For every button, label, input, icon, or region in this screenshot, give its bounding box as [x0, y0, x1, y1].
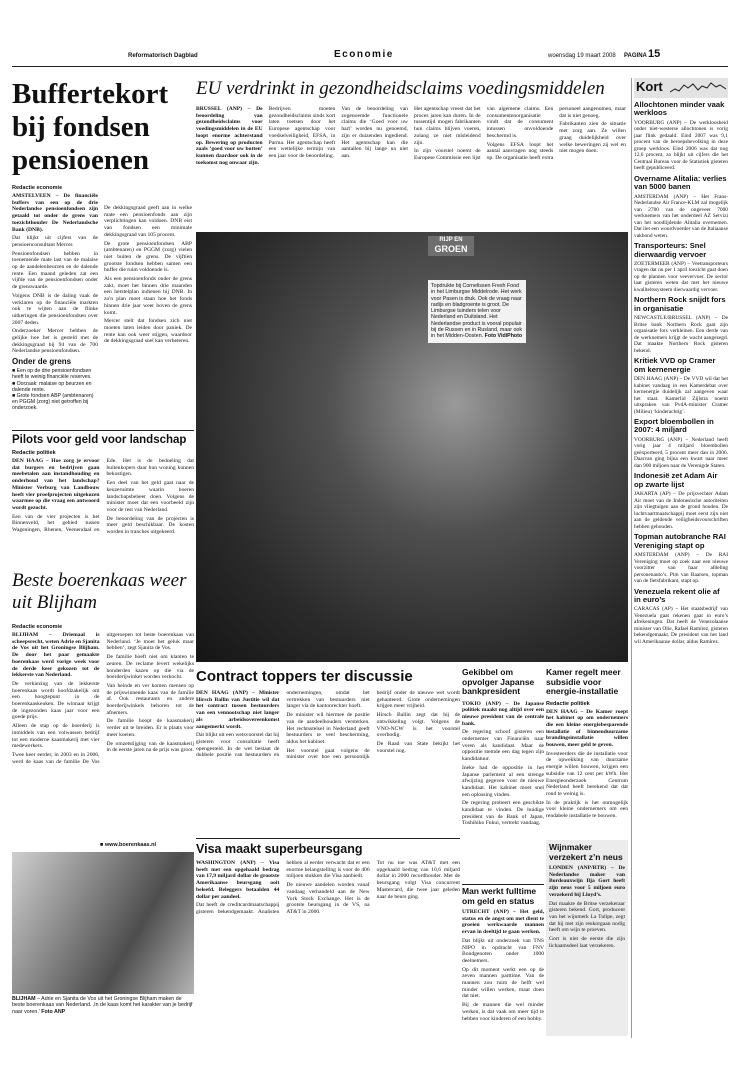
kort-item-text: ZOETERMEER (ANP) – Veetransporteurs vragen dat nu per 1 april toezicht gaat doen op de plannen voor veevervoer. De sector laat gisteren weten dat met het nieuwe kwaliteitssysteem dierwaardig vervoer.	[634, 260, 728, 293]
article-paragraph: Dat blijkt uit een wetsvoorstel dat hij gisteren voor consultatie heeft opengesteld. In de wet bestaat de dubbele positie van bestuurders en ondernemingen, omdat het vertrekken van bestuurders niet langer via de kantonrechter hoeft.	[196, 690, 370, 759]
article-headline: Buffertekort bij fondsen pensioenen	[12, 78, 169, 176]
article-byline: Redactie economie	[12, 185, 63, 191]
article-paragraph: Het agentschap vreest dat het proces jaren kan duren. In de tussentijd mogen fabrikanten hun claims blijven voeren, zolang ze niet misleidend zijn.	[413, 106, 481, 146]
article-headline: Beste boerenkaas weer uit Blijham	[12, 570, 187, 613]
article-paragraph: Tot nu toe was AT&T met een opgehaald bedrag van 10,6 miljard dollar in 2000 recordhouder. Met de beursgang volgt Visa concurrent Mastercard, die twee jaar geleden naar de beurs ging.	[376, 860, 460, 900]
article-headline: EU verdrinkt in gezondheidsclaims voedingsmiddelen	[196, 78, 605, 99]
article-byline: Redactie politiek	[12, 450, 56, 456]
article-paragraph: De minister wil hiermee de positie van de aandeelhouders versterken. Het rechtsstelsel in Nederland geeft bestuurders te veel bescherming, aldus het kabinet.	[286, 712, 370, 745]
column-divider	[631, 78, 632, 1038]
article-buffertekort-col2	[104, 205, 192, 417]
article-paragraph: Van heinde en ver komen mensen op de prijswinnende kaas van de familie af. Ook restaurants en andere boerderijwinkels behoren tot de afnemers.	[106, 682, 194, 716]
kort-item-title: Topman autobranche RAI Vereniging stapt op	[634, 532, 726, 550]
photo-credit: Foto ANP	[41, 1008, 66, 1015]
sidebar-title: Onder de grens	[12, 357, 72, 367]
article-paragraph: De dekkingsgraad geeft aan in welke mate een pensioenfonds aan zijn verplichtingen kan voldoen. DNB eist van fondsen een minimale dekkingsgraad van 105 procent.	[104, 205, 192, 238]
page-number: 15	[648, 48, 661, 60]
sidebar-item: ■ Oorzaak: malaise op beurzen en dalende rente.	[12, 380, 92, 393]
section-rule	[462, 884, 544, 885]
kort-header	[634, 78, 728, 98]
article-fulltime	[462, 884, 544, 1038]
article-paragraph: Het voorstel gaat volgens de minister over hoe een persoonlijk bedrijf onder de nieuwe wet wordt gehanteerd. Grote ondernemingen krijgen meer vrijheid.	[286, 690, 460, 761]
article-paragraph: Op dit moment werkt een op de zeven mannen parttime. Van de mannen zou ruim de helft wel minder willen werken, maar doen dat niet.	[462, 966, 544, 1000]
article-paragraph: Volgens DNB is de daling vaak de verklaren op de financiële markten ook te wijten aan de flinke uitkeringen die pensioenfondsen over 2007 deden.	[12, 292, 98, 326]
kort-item-title: Overname Alitalia: verlies van 5000 banen	[634, 173, 727, 192]
sidebar-item: ■ Een op de drie pensioenfondsen heeft te weinig financiële reserves.	[12, 368, 92, 381]
page-header	[12, 48, 728, 66]
article-paragraph: Dat blijkt uit cijfers van de pensioenconsultant Mercer.	[12, 235, 98, 248]
article-intro: WASHINGTON (ANP) – Visa heeft met een opgehaald bedrag van 17,9 miljard dollar de grootste Amerikaanse beursgang ooit beleefd. Beleggers betaalden 44 dollar per aandeel.	[196, 860, 280, 900]
kort-item-title: Kritiek VVD op Cramer om kernenergie	[634, 356, 716, 374]
article-paragraph: De familie hoopt de kaasmakerij verder uit te breiden. Er is plaats voor meer koeien.	[106, 718, 194, 738]
article-paragraph: Dat heeft de creditcardmaatschappij gisteren bekendgemaakt. Analisten hebben al eerder verwacht dat er een enorme belangstelling is voor de 406 miljoen stukken die Visa aanbiedt.	[196, 860, 370, 915]
sidebar-box	[12, 357, 98, 411]
article-headline: Wijnmaker verzekert z’n neus	[549, 842, 623, 862]
article-paragraph: In de praktijk is het onmogelijk voor kleine ondernemers om een rendabele installatie te bouwen.	[546, 799, 628, 820]
article-paragraph: Volgens EFSA loopt het aantal aanvragen nog steeds op. De organisatie heeft extra personeel aangenomen, maar dat is niet genoeg.	[486, 106, 626, 161]
kort-item-title: Export bloembollen in 2007: 4 miljard	[634, 417, 714, 435]
article-paragraph: De verkiezing van de lekkerste boerenkaas wordt hoofdzakelijk om een hoogtepunt in de boerenkaaskeuken. De winnaar krijgt de ingezonden kaas jaar voor een goede prijs.	[12, 680, 100, 721]
kort-item-title: Indonesië zet Adam Air op zwarte lijst	[634, 471, 718, 489]
article-eu	[196, 78, 626, 230]
article-visa	[196, 838, 460, 1038]
article-headline: Gekibbel om opvolger Japanse bankpresident	[462, 668, 535, 696]
article-paragraph: Een van de vier projecten is het Binnenveld, het gebied tussen Wageningen, Rhenen, Veenendaal en Ede. Het is de bedoeling dat buitenkopers daar hun woning kunnen bekostigen.	[12, 458, 194, 534]
article-paragraph: Mercer stelt dat fondsen zich niet moeten laten leiden door paniek. De rente kan ook weer stijgen, waardoor de dekkingsgraad snel kan verbeteren.	[104, 318, 192, 345]
article-paragraph: Alleen de stap op de boerderij is inmiddels van een volwassen bedrijf tot een moderne kaasmakerij met vier medewerkers.	[12, 723, 100, 750]
article-paragraph: De regering schoof gisteren een ondernemer van Financiën naar voren als kandidaat. Maar de oppositie stemde een dag tegen zijn kandidatuur.	[462, 729, 544, 763]
article-intro: DEN HAAG (ANP) – Minister Hirsch Ballin van Justitie wil dat het contract tussen bestuurders van een vennootschap niet langer als arbeidsovereenkomst aangemerkt wordt.	[196, 690, 280, 730]
web-link[interactable]: ■ www.boerenkaas.nl	[100, 842, 157, 848]
article-byline: Redactie economie	[12, 624, 63, 630]
article-headline: Contract toppers ter discussie	[196, 668, 413, 685]
stock-graph-icon	[670, 80, 726, 96]
sidebar-item: ■ Grote fondsen ABP (ambtenaren) en PGGM (zorg) niet getroffen bij onderzoek.	[12, 392, 94, 412]
article-paragraph: De omzetstijging van de kaasmakerij in de eerste jaren na de prijs was groot.	[106, 740, 194, 754]
kort-item-text: NEWCASTLE/BRUSSEL (ANP) – De Britse bank Northern Rock gaat zijn organisatie fors verkleinen. Een derde van de werknemers krijgt de wacht aangezegd. Dat maakte Northern Rock gisteren bekend.	[634, 315, 728, 354]
kort-item-text: AMSTERDAM (ANP) – Het Frans-Nederlandse Air France-KLM zal mogelijk van 2700 van de ongeveer 7000 werknemers van het onderdeel AZ Servizi van het noodlijdende Alitalia overnemen. Dat liet een woordvoerder van de Italiaanse vakbond weten.	[634, 193, 728, 239]
cheese-caption: BLIJHAM – Adrie en Sjanita de Vos uit het Groningse Blijham maken de beste boerenkaas van Nederland. ‚In de kaas komt het karakter van je bedrijf naar voren.’ Foto ANP	[12, 996, 193, 1015]
article-headline: Man werkt fulltime om geld en status	[462, 886, 537, 906]
article-kamer	[546, 668, 628, 838]
article-paragraph: Hirsch Ballin zegt dat hij de ontwikkeling volgt. Volgens de VNO-NCW is het voorstel overbodig.	[376, 712, 460, 739]
article-intro: AMSTELVEEN – De financiële buffers van een op de drie Nederlandse pensioenfondsen zijn getaald tot onder de grens van toezichthouder De Nederlandsche Bank (DNB).	[12, 193, 98, 233]
kort-item-text: DEN HAAG (ANP) – De VVD wil dat het kabinet vandaag in een Kamerdebat over kernenergie duidelijk zal aangeven waar het staat. Kamerlid Zijlstra noemt uitspraken van PvdA-minister Cramer (Milieu) ‘kinderachtig’.	[634, 376, 728, 415]
newspaper-name: Reformatorisch Dagblad	[128, 53, 198, 59]
article-paragraph: De familie hoeft niet om klanten te zeuren. De reclame levert wekelijks honderden kazen op die via de boerderijwinkel worden verkocht.	[106, 654, 194, 681]
article-intro: BRUSSEL (ANP) – De beoordeling van gezondheidsclaims voor voedingsmiddelen in de EU loopt enorme achterstand op. Bewering op producten zoals ‘goed voor uw botten’ kunnen daardoor ook in de toekomst nog onwaar zijn.	[196, 106, 263, 166]
article-paragraph: De beoordeling van de projecten is meer geld beschikbaar. De kosten worden in tranches uitgekeerd.	[106, 515, 194, 536]
article-wijnmaker	[546, 840, 628, 1036]
article-byline: Redactie politiek	[546, 700, 590, 707]
article-gekibbel	[462, 668, 544, 882]
article-headline: Pilots voor geld voor landschap	[12, 434, 187, 446]
article-intro: LONDEN (ANP/RTR) – De Nederlandse maker van Bordeauxwijn Ilja Gort heeft zijn neus voor 5 miljoen euro verzekerd bij Lloyd’s.	[549, 865, 625, 898]
photo-credit: Foto VidiPhoto	[484, 333, 523, 340]
article-headline: Visa maakt superbeursgang	[196, 842, 363, 856]
photo-label-box	[428, 236, 474, 256]
article-paragraph: De regering probeert een geschikte kandidaat te vinden. De huidige president van de Bank of Japan, Toshihiko Fukui, vertrekt vandaag.	[462, 800, 544, 827]
photo-label-top: RIJP EN	[439, 237, 463, 243]
article-paragraph: In zijn voorstel noemt de Europese Commissie een lijst van algemene claims. Een consumentenorganisatie vindt dat de consument intussen onvoldoende beschermd is.	[413, 106, 554, 161]
article-paragraph: Onderzoeker Mercer hebben de gelijke hoe het is gesteld met de dekkingsgraad bij 94 van de 700 Nederlandse pensioenfondsen.	[12, 328, 98, 355]
article-paragraph: Investeerders die de installatie voor de opwekking van duurzame energie willen bouwen, krijgen een subsidie van 12 cent per kWh. Het Energieonderzoek Centrum Nederland heeft berekend dat dat rond te weinig is.	[546, 750, 628, 797]
article-paragraph: Fabrikanten zien de situatie met zorg aan. Ze willen graag duidelijkheid over welke beweringen zij wel en niet mogen doen.	[559, 121, 626, 155]
article-paragraph: Twee keer eerder, in 2003 en in 2006, werd de kaas van de familie De Vos uitgeroepen tot beste boerenkaas van Nederland. ‘Je moet het geluk maar hebben’, zegt Sjanita de Vos.	[12, 632, 194, 765]
article-intro: DEN HAAG – Hoe zorg je ervoor dat burgers en bedrijven gaan meebetalen aan instandhouding en onderhoud van het landschap? Minister Verburg van Landbouw heeft vier proefprojecten uitgekozen waarmee op die vraag een antwoord wordt gezocht.	[12, 458, 100, 511]
kort-item-text: AMSTERDAM (ANP) – De RAI Vereniging moet op zoek naar een nieuwe voorzitter van haar afdeling personenauto’s. Pim van Baarsen, topman van de fietsfabrikant, stapt op.	[634, 552, 728, 584]
article-intro: TOKIO (ANP) – De Japanse politiek maakt nog altijd over een nieuwe president van de centrale bank.	[462, 700, 544, 727]
article-paragraph: Een deel van het geld gaat naar de keuzeruimte waarin boeren landschapsbeheer doen. Volgens de minister moet dat een voorbeeld zijn voor de rest van Nederland.	[106, 480, 194, 513]
kort-item-title: Northern Rock snijdt fors in organisatie	[634, 295, 726, 313]
kort-item-title: Transporteurs: Snel dierwaardig vervoer	[634, 241, 707, 259]
article-contract	[196, 668, 460, 836]
article-paragraph: Ineke had de oppositie in het Japanse parlement al een strenge afwijzing gegeven voor de nieuwe kandidaat. Het kabinet moet snel een oplossing vinden.	[462, 764, 544, 798]
article-paragraph: De grote pensioenfondsen ABP (ambtenaren) en PGGM (zorg) vielen niet buiten de grens. De vijftien grootste fondsen hebben samen een buffer die ruim voldoende is.	[104, 240, 192, 274]
article-paragraph: Gort is niet de eerste die zijn lichaamsdeel laat verzekeren.	[549, 936, 625, 949]
article-paragraph: De Raad van State bekijkt het voorstel nog.	[376, 740, 460, 754]
section-rule	[12, 430, 194, 431]
kort-item-title: Venezuela rekent olie af in euro’s	[634, 586, 720, 604]
section-title: Economie	[334, 49, 394, 60]
article-headline: Kamer regelt meer subsidie voor energie-installatie	[546, 668, 621, 696]
kort-item-text: VOORBURG (ANP) – De werkloosheid onder niet-westerse allochtonen is vorig jaar flink gedaald. Eind 2007 was 9,1 procent van de beroepsbevolking in deze groep werkloos. Eind 2006 was dat nog 12,6 procent, zo blijkt uit cijfers die het Centraal Bureau voor de Statistiek gisteren heeft gepubliceerd.	[634, 119, 728, 172]
kort-item-text: VOORBURG (ANP) – Nederland heeft vorig jaar 4 miljard bloembollen geëxporteerd, 5 procent meer dan in 2006. Daarvan ging bijna een kwart naar meer dan 900 miljoen naar de Verenigde Staten.	[634, 436, 728, 469]
article-paragraph: Dat maakte de Britse verzekeraar gisteren bekend. Gort, producent van het wijnmerk La Tulipe, zegt dat hij met zijn reukorgaan nodig heeft om wijn te proeven.	[549, 900, 625, 934]
vegetable-photo	[196, 232, 628, 662]
article-pilots	[12, 430, 194, 570]
article-intro: UTRECHT (ANP) – Het geld, status en de angst om met dient te groeien werkwaarde mannen ervan in deeltijd te gaan werken.	[462, 909, 544, 936]
article-paragraph: Van de beoordeling van zogenoemde functionele claims die ‘Goed voor uw hart’ worden nu genoemd, zijn er duizenden ingediend. Het agentschap kan die aantallen bij lange na niet aan.	[341, 106, 408, 159]
article-paragraph: Als een pensioenfonds onder de grens zakt, moet het binnen drie maanden een herstelplan indienen bij DNB. In zo'n plan moet staan hoe het fonds binnen drie jaar weer boven de grens komt.	[104, 276, 192, 316]
issue-date: woensdag 19 maart 2008	[548, 53, 616, 59]
article-paragraph: De nieuwe aandelen worden vanaf vandaag verhandeld aan de New York Stock Exchange. Het is de grootste beursgang in de VS, na AT&T in 2000.	[286, 882, 370, 915]
header-rule	[12, 66, 728, 67]
cheesemakers-photo	[12, 852, 194, 994]
photo-label-bottom: GROEN	[434, 244, 468, 254]
kort-item-text: JAKARTA (AP) – De prijsvechter Adam Air moet van de Indonesische autoriteiten zijn vliegtuigen aan de grond houden. De luchtvaartmaatschappij moet eerst zijn niet aan de geldende veiligheidsvoorschriften hebben gehouden.	[634, 491, 728, 530]
article-paragraph: Pensioenfondsen hebben in toenemende mate last van de malaise op de aandelenbeurzen en de dalende rente. Een maand geleden zat een vijfde van de pensioenfondsen onder de grenswaarde.	[12, 250, 98, 291]
page-label: PAGINA	[624, 53, 647, 59]
article-intro: BLIJHAM – Driemaal is scheepsrecht, weten Adrie en Sjanita de Vos uit het Groningse Blijham. De door het paar gemaakte boerenkaas werd vorige week voor de derde keer gekozen tot de lekkerste van Nederland.	[12, 632, 100, 679]
section-rule	[196, 838, 460, 839]
article-paragraph: Bij de mannen die wel minder werken, is dat vaak om meer tijd te hebben voor kinderen of een hobby.	[462, 1002, 544, 1022]
kort-item-title: Allochtonen minder vaak werkloos	[634, 100, 725, 118]
article-paragraph: Bedrijven moeten gezondheidsclaims sinds kort laten toetsen door het Europese agentschap voor voedselveiligheid, EFSA, in Parma. Het agentschap heeft een wettelijke termijn van een jaar voor de beoordeling.	[268, 106, 336, 159]
article-paragraph: Dat blijkt uit onderzoek van TNS NIPO in opdracht van FNV Bondgenoten onder 1000 deelnemers.	[462, 937, 544, 964]
kort-item-text: CARACAS (AP) – Het staatsbedrijf van Venezuela gaat rekenen gaat in euro’s afrekeningen. Dat heeft de Venezolaanse minister van Olie, Rafael Ramírez, gisteren bekendgemaakt. De president van het land wil Amerikaanse dollar, aldus Ramírez.	[634, 606, 728, 645]
kort-column	[634, 78, 728, 1038]
kort-title: Kort	[636, 79, 663, 94]
photo-caption: Topdrukte bij Cornelissen Fresh Food in het Limburgse Middelrode. Het werk voor Pasen is druk. Ook de vraag naar radijs en bladgroente is groot. De Limburgse tuinders telen voor Nederland en Duitsland. Het Nederlandse product is vooral populair bij de Russen en in Rusland, maar ook in het Midden-Oosten. Foto VidiPhoto	[428, 280, 526, 343]
article-intro: DEN HAAG – De Kamer roept het kabinet op om ondernemers die een kleine energiebesparende installatie of binnenduurzame brandingsinstallatie willen bouwen, meer geld te geven.	[546, 708, 628, 749]
